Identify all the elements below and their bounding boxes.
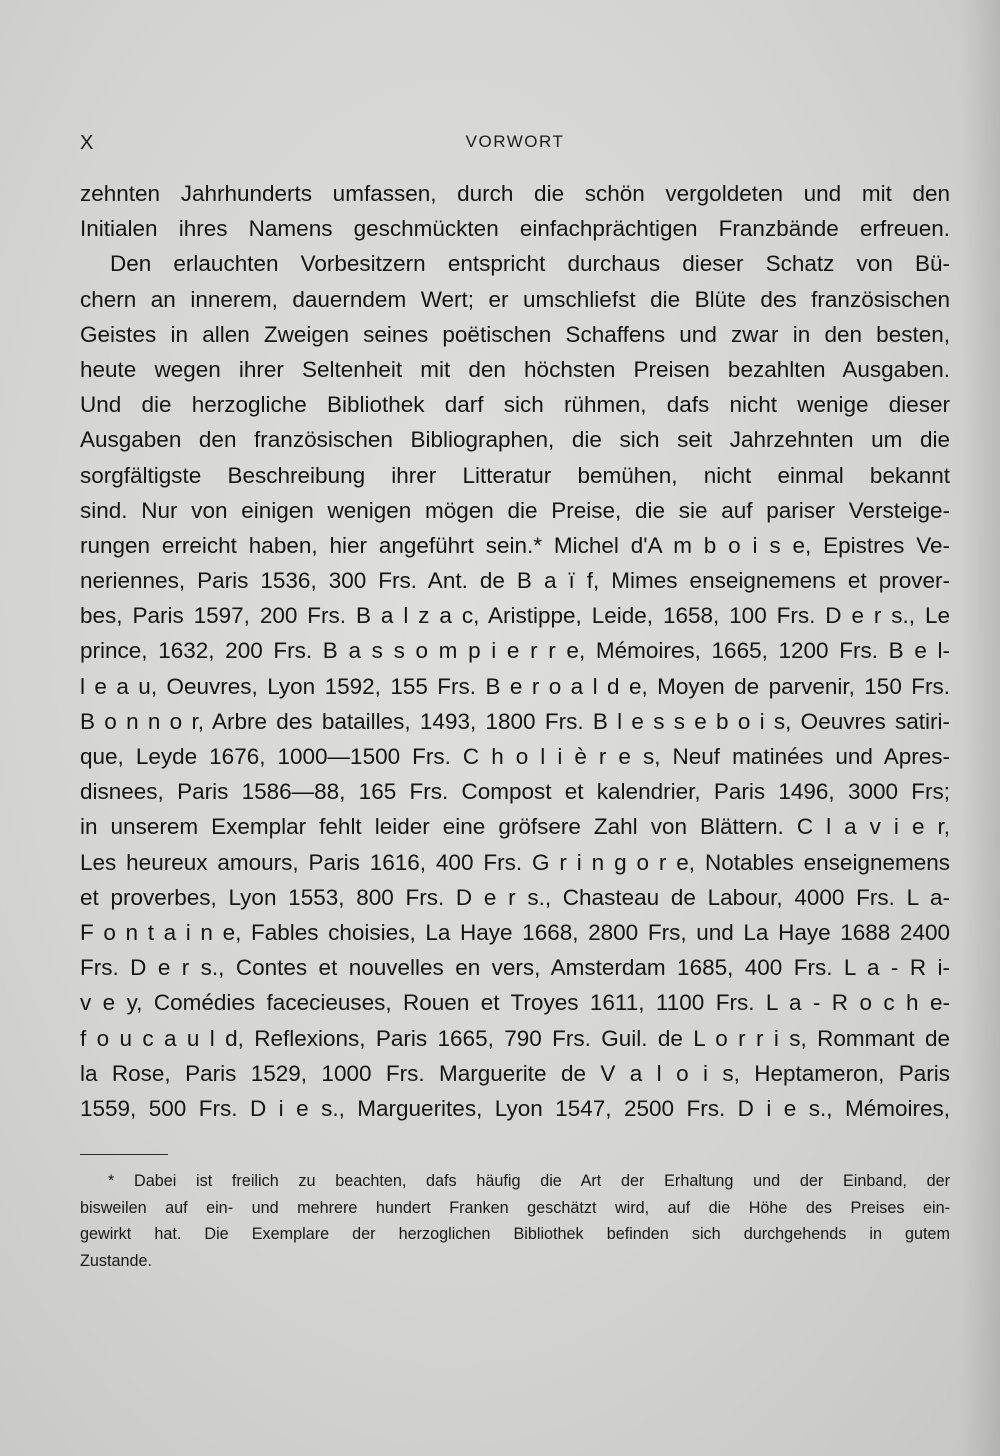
body-line: prince, 1632, 200 Frs. B a s s o m p i e r r e, Mémoires, 1665, 1200 Frs. B e l-: [80, 638, 950, 664]
footnote-line: Zustande.: [80, 1251, 152, 1270]
body-line: neriennes, Paris 1536, 300 Frs. Ant. de B a ï f, Mimes enseignemens et prover-: [80, 568, 950, 594]
page-edge-shadow: [960, 0, 1000, 1456]
body-line: Geistes in allen Zweigen seines poëtischen Schaffens und zwar in den besten,: [80, 321, 950, 347]
body-line: bes, Paris 1597, 200 Frs. B a l z a c, Aristippe, Leide, 1658, 100 Frs. D e r s., Le: [80, 603, 950, 629]
running-head: [80, 128, 950, 158]
body-line: et proverbes, Lyon 1553, 800 Frs. D e r s., Chasteau de Labour, 4000 Frs. L a-: [80, 884, 950, 910]
body-line: la Rose, Paris 1529, 1000 Frs. Marguerite de V a l o i s, Heptameron, Paris: [80, 1060, 950, 1086]
body-line: sorgfältigste Beschreibung ihrer Litteratur bemühen, nicht einmal bekannt: [80, 462, 950, 488]
body-line: zehnten Jahrhunderts umfassen, durch die schön vergoldeten und mit den: [80, 181, 950, 206]
body-line: v e y, Comédies facecieuses, Rouen et Troyes 1611, 1100 Frs. L a - R o c h e-: [80, 990, 950, 1016]
body-line: chern an innerem, dauerndem Wert; er umschliefst die Blüte des französischen: [80, 286, 950, 312]
body-line: B o n n o r, Arbre des batailles, 1493, 1800 Frs. B l e s s e b o i s, Oeuvres satiri-: [80, 708, 950, 734]
body-line: Den erlauchten Vorbesitzern entspricht durchaus dieser Schatz von Bü-: [110, 251, 950, 277]
running-head-title: VORWORT: [465, 132, 565, 151]
footnote-line: * Dabei ist freilich zu beachten, dafs häufig die Art der Erhaltung und der Einband, der: [108, 1172, 950, 1190]
footnote-line: bisweilen auf ein- und mehrere hundert Franken geschätzt wird, auf die Höhe des Preises ein-: [80, 1198, 950, 1217]
body-line: disnees, Paris 1586—88, 165 Frs. Compost et kalendrier, Paris 1496, 3000 Frs;: [80, 779, 950, 805]
page-number: X: [80, 132, 95, 154]
body-line: que, Leyde 1676, 1000—1500 Frs. C h o l i è r e s, Neuf matinées und Apres-: [80, 744, 950, 769]
body-line: Und die herzogliche Bibliothek darf sich rühmen, dafs nicht wenige dieser: [80, 392, 950, 418]
body-line: F o n t a i n e, Fables choisies, La Haye 1668, 2800 Frs, und La Haye 1688 2400: [80, 919, 950, 945]
body-line: Ausgaben den französischen Bibliographen, die sich seit Jahrzehnten um die: [80, 427, 950, 453]
body-line: rungen erreicht haben, hier angeführt sein.* Michel d'A m b o i s e, Epistres Ve-: [80, 532, 950, 558]
body-line: Les heureux amours, Paris 1616, 400 Frs. G r i n g o r e, Notables enseignemens: [80, 849, 950, 875]
footnote-rule: [80, 1154, 168, 1155]
body-line: 1559, 500 Frs. D i e s., Marguerites, Lyon 1547, 2500 Frs. D i e s., Mémoires,: [80, 1095, 950, 1121]
body-line: Frs. D e r s., Contes et nouvelles en vers, Amsterdam 1685, 400 Frs. L a - R i-: [80, 955, 950, 981]
body-text: [80, 176, 950, 1126]
body-line: heute wegen ihrer Seltenheit mit den höchsten Preisen bezahlten Ausgaben.: [80, 356, 950, 382]
body-line: in unserem Exemplar fehlt leider eine gröfsere Zahl von Blättern. C l a v i e r,: [80, 814, 950, 840]
body-line: sind. Nur von einigen wenigen mögen die Preise, die sie auf pariser Versteige-: [80, 497, 950, 523]
body-line: l e a u, Oeuvres, Lyon 1592, 155 Frs. B e r o a l d e, Moyen de parvenir, 150 Frs.: [80, 673, 950, 699]
footnote: [80, 1168, 950, 1274]
body-line: f o u c a u l d, Reflexions, Paris 1665, 790 Frs. Guil. de L o r r i s, Rommant de: [80, 1025, 950, 1051]
body-line: Initialen ihres Namens geschmückten einfachprächtigen Franzbände erfreuen.: [80, 216, 950, 242]
footnote-line: gewirkt hat. Die Exemplare der herzoglichen Bibliothek befinden sich durchgehends in gutem: [80, 1225, 950, 1243]
